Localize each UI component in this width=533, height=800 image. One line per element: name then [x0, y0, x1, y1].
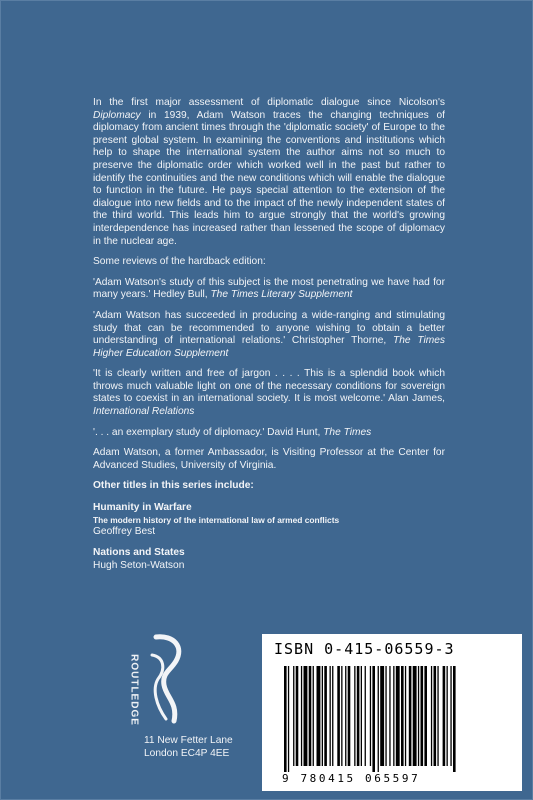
barcode-bar — [337, 666, 340, 766]
series-title-entry — [93, 547, 445, 572]
barcode-bar — [434, 666, 437, 766]
routledge-logo-icon — [144, 633, 194, 725]
barcode-bar — [431, 666, 432, 766]
barcode-bar — [393, 666, 394, 766]
barcode-bar — [341, 666, 342, 766]
review-quote — [93, 368, 445, 418]
barcode-bar — [330, 666, 331, 766]
review-quote — [93, 427, 445, 440]
barcode-bar — [309, 666, 312, 766]
review-text: '. . . an exemplary study of diplomacy.' David Hunt, — [93, 426, 324, 438]
series-book-title: Nations and States — [93, 547, 185, 559]
barcode-bar — [385, 666, 386, 766]
barcode-bars — [280, 666, 505, 772]
barcode-bar — [450, 666, 451, 766]
review-source: The Times Literary Supplement — [210, 289, 353, 301]
barcode-bar — [372, 666, 375, 772]
address-line: London EC4P 4EE — [144, 747, 230, 759]
barcode-bar — [443, 666, 446, 766]
barcode-bar — [313, 666, 314, 766]
review-source: The Times Higher Education Supplement — [93, 335, 446, 359]
barcode-bar — [293, 666, 294, 766]
series-book-subtitle: The modern history of the international law of armed conflicts — [93, 514, 340, 525]
barcode-bar — [357, 666, 360, 766]
review-text: 'It is clearly written and free of jargon . . . . This is a splendid book which throws much valuable light on one of the necessary conditions for sovereign states to coexist in an international society. It is most welcome.' Alan James, — [93, 368, 445, 405]
barcode-bar — [409, 666, 412, 766]
review-text: 'Adam Watson has succeeded in producing a wide-ranging and stimulating study that can be recommended to anyone wishing to obtain a better understanding of international relations.' Christopher Thorne, — [93, 309, 445, 347]
barcode-panel — [262, 634, 522, 791]
barcode-bar — [424, 666, 427, 766]
barcode-bar — [301, 666, 302, 766]
barcode-bar — [288, 666, 289, 772]
referenced-book-title: Diplomacy — [93, 109, 141, 121]
series-book-author: Hugh Seton-Watson — [93, 559, 185, 571]
address-line: 11 New Fetter Lane — [144, 735, 233, 746]
barcode-bar — [380, 666, 384, 766]
barcode-bar — [332, 666, 333, 766]
publisher-wordmark: ROUTLEDGE — [128, 654, 140, 726]
description-part-2: in 1939, Adam Watson traces the changing techniques of diplomacy from ancient times through the 'diplomatic society' of Europe to the present global system. In examining the conventions and institutions which help to shape the international system the author aims not so much to preserve the diplomatic order which worked well in the past but rather to identify the continuities and the new conditions which will enable the dialogue to function in the future. He pays special attention to the extension of the dialogue into new fields and to the impact of the newly independent states of the third world. This leads him to argue strongly that the world's growing interdependence has increased rather than lessened the scope of diplomacy in the nuclear age. — [93, 109, 445, 247]
review-quote — [93, 310, 445, 360]
barcode-bar — [304, 666, 308, 766]
barcode-bar — [322, 666, 323, 766]
barcode-bar — [324, 666, 327, 766]
barcode-bar — [437, 666, 438, 766]
review-quote — [93, 277, 445, 302]
barcode-bar — [405, 666, 406, 766]
barcode-bar — [453, 666, 456, 772]
barcode-bar — [296, 666, 299, 766]
series-book-author: Geoffrey Best — [93, 525, 156, 537]
barcode-bar — [418, 666, 419, 766]
barcode-bar — [370, 666, 371, 766]
reviews-heading: Some reviews of the hardback edition: — [93, 256, 266, 268]
barcode-bar — [365, 666, 366, 766]
barcode-bar — [345, 666, 346, 766]
barcode-bar — [401, 666, 404, 766]
barcode-bar — [389, 666, 390, 766]
barcode-bar — [284, 666, 287, 772]
barcode-bar — [396, 666, 400, 766]
description-part-1: In the first major assessment of diplomatic dialogue since Nicolson's — [93, 97, 445, 108]
barcode-bar — [317, 666, 321, 766]
barcode-bar — [447, 666, 448, 766]
barcode-digits: 9 780415 065597 — [282, 772, 421, 785]
review-text: 'Adam Watson's study of this subject is the most penetrating we have had for many years.' Hedley Bull, — [93, 276, 445, 301]
back-cover-text — [93, 97, 445, 581]
series-heading: Other titles in this series include: — [93, 480, 254, 492]
series-book-title: Humanity in Warfare — [93, 502, 192, 514]
publisher-address — [144, 735, 233, 760]
barcode-bar — [413, 666, 417, 766]
review-source: The Times — [323, 426, 372, 438]
review-source: International Relations — [93, 406, 195, 418]
barcode-bar — [378, 666, 379, 772]
barcode-bar — [354, 666, 355, 766]
author-bio: Adam Watson, a former Ambassador, is Visiting Professor at the Center for Advanced Studies, University of Virginia. — [93, 447, 445, 471]
barcode-bar — [361, 666, 362, 766]
book-description — [93, 97, 445, 248]
isbn-label: ISBN 0-415-06559-3 — [274, 640, 455, 658]
barcode-bar — [421, 666, 424, 766]
series-title-entry — [93, 502, 445, 538]
barcode-bar — [348, 666, 351, 766]
